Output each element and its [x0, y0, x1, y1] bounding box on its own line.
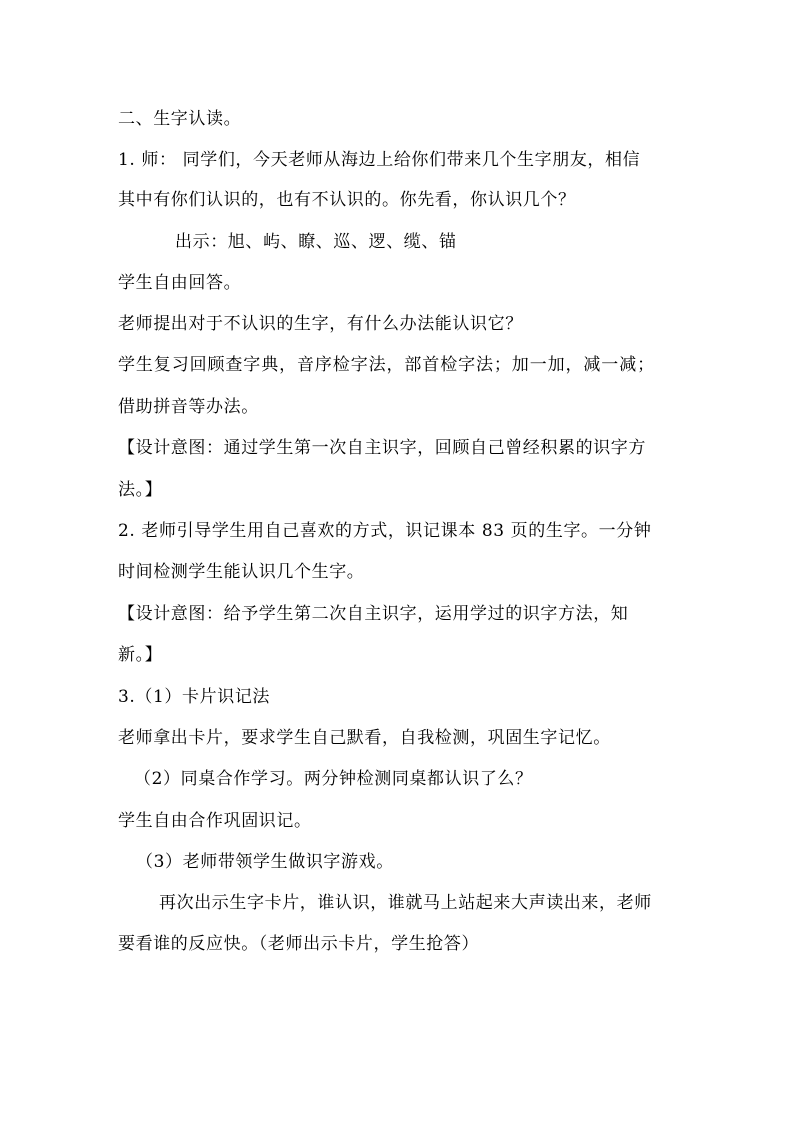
paragraph-line: 再次出示生字卡片，谁认识，谁就马上站起来大声读出来，老师	[159, 893, 652, 913]
paragraph-line: 学生自由回答。	[118, 273, 242, 293]
paragraph-line: 2. 老师引导学生用自己喜欢的方式，识记课本 83 页的生字。一分钟	[118, 521, 652, 541]
paragraph-line: 其中有你们认识的，也有不认识的。你先看，你认识几个？	[118, 190, 576, 210]
step-heading: （2）同桌合作学习。两分钟检测同桌都认识了么？	[134, 769, 533, 789]
section-heading: 二、生字认读。	[118, 109, 242, 129]
character-list: 出示：旭、屿、瞭、巡、逻、缆、锚	[175, 232, 457, 252]
design-intent-note: 新。】	[118, 645, 163, 665]
paragraph-line: 学生自由合作巩固识记。	[118, 811, 312, 831]
paragraph-line: 老师拿出卡片，要求学生自己默看，自我检测，巩固生字记忆。	[118, 728, 611, 748]
step-heading: （3）老师带领学生做识字游戏。	[136, 852, 394, 872]
step-heading: 3.（1）卡片识记法	[118, 687, 271, 707]
paragraph-line: 要看谁的反应快。（老师出示卡片，学生抢答）	[118, 934, 480, 954]
design-intent-note: 【设计意图：给予学生第二次自主识字，运用学过的识字方法，知	[118, 604, 629, 624]
paragraph-line: 学生复习回顾查字典，音序检字法，部首检字法；加一加，减一减；	[118, 355, 655, 375]
paragraph-line: 1. 师： 同学们，今天老师从海边上给你们带来几个生字朋友，相信	[118, 150, 641, 170]
paragraph-line: 老师提出对于不认识的生字，有什么办法能认识它？	[118, 314, 523, 334]
paragraph-line: 借助拼音等办法。	[118, 397, 259, 417]
design-intent-note: 法。】	[118, 480, 163, 500]
paragraph-line: 时间检测学生能认识几个生字。	[118, 562, 365, 582]
design-intent-note: 【设计意图：通过学生第一次自主识字，回顾自己曾经积累的识字方	[118, 438, 646, 458]
